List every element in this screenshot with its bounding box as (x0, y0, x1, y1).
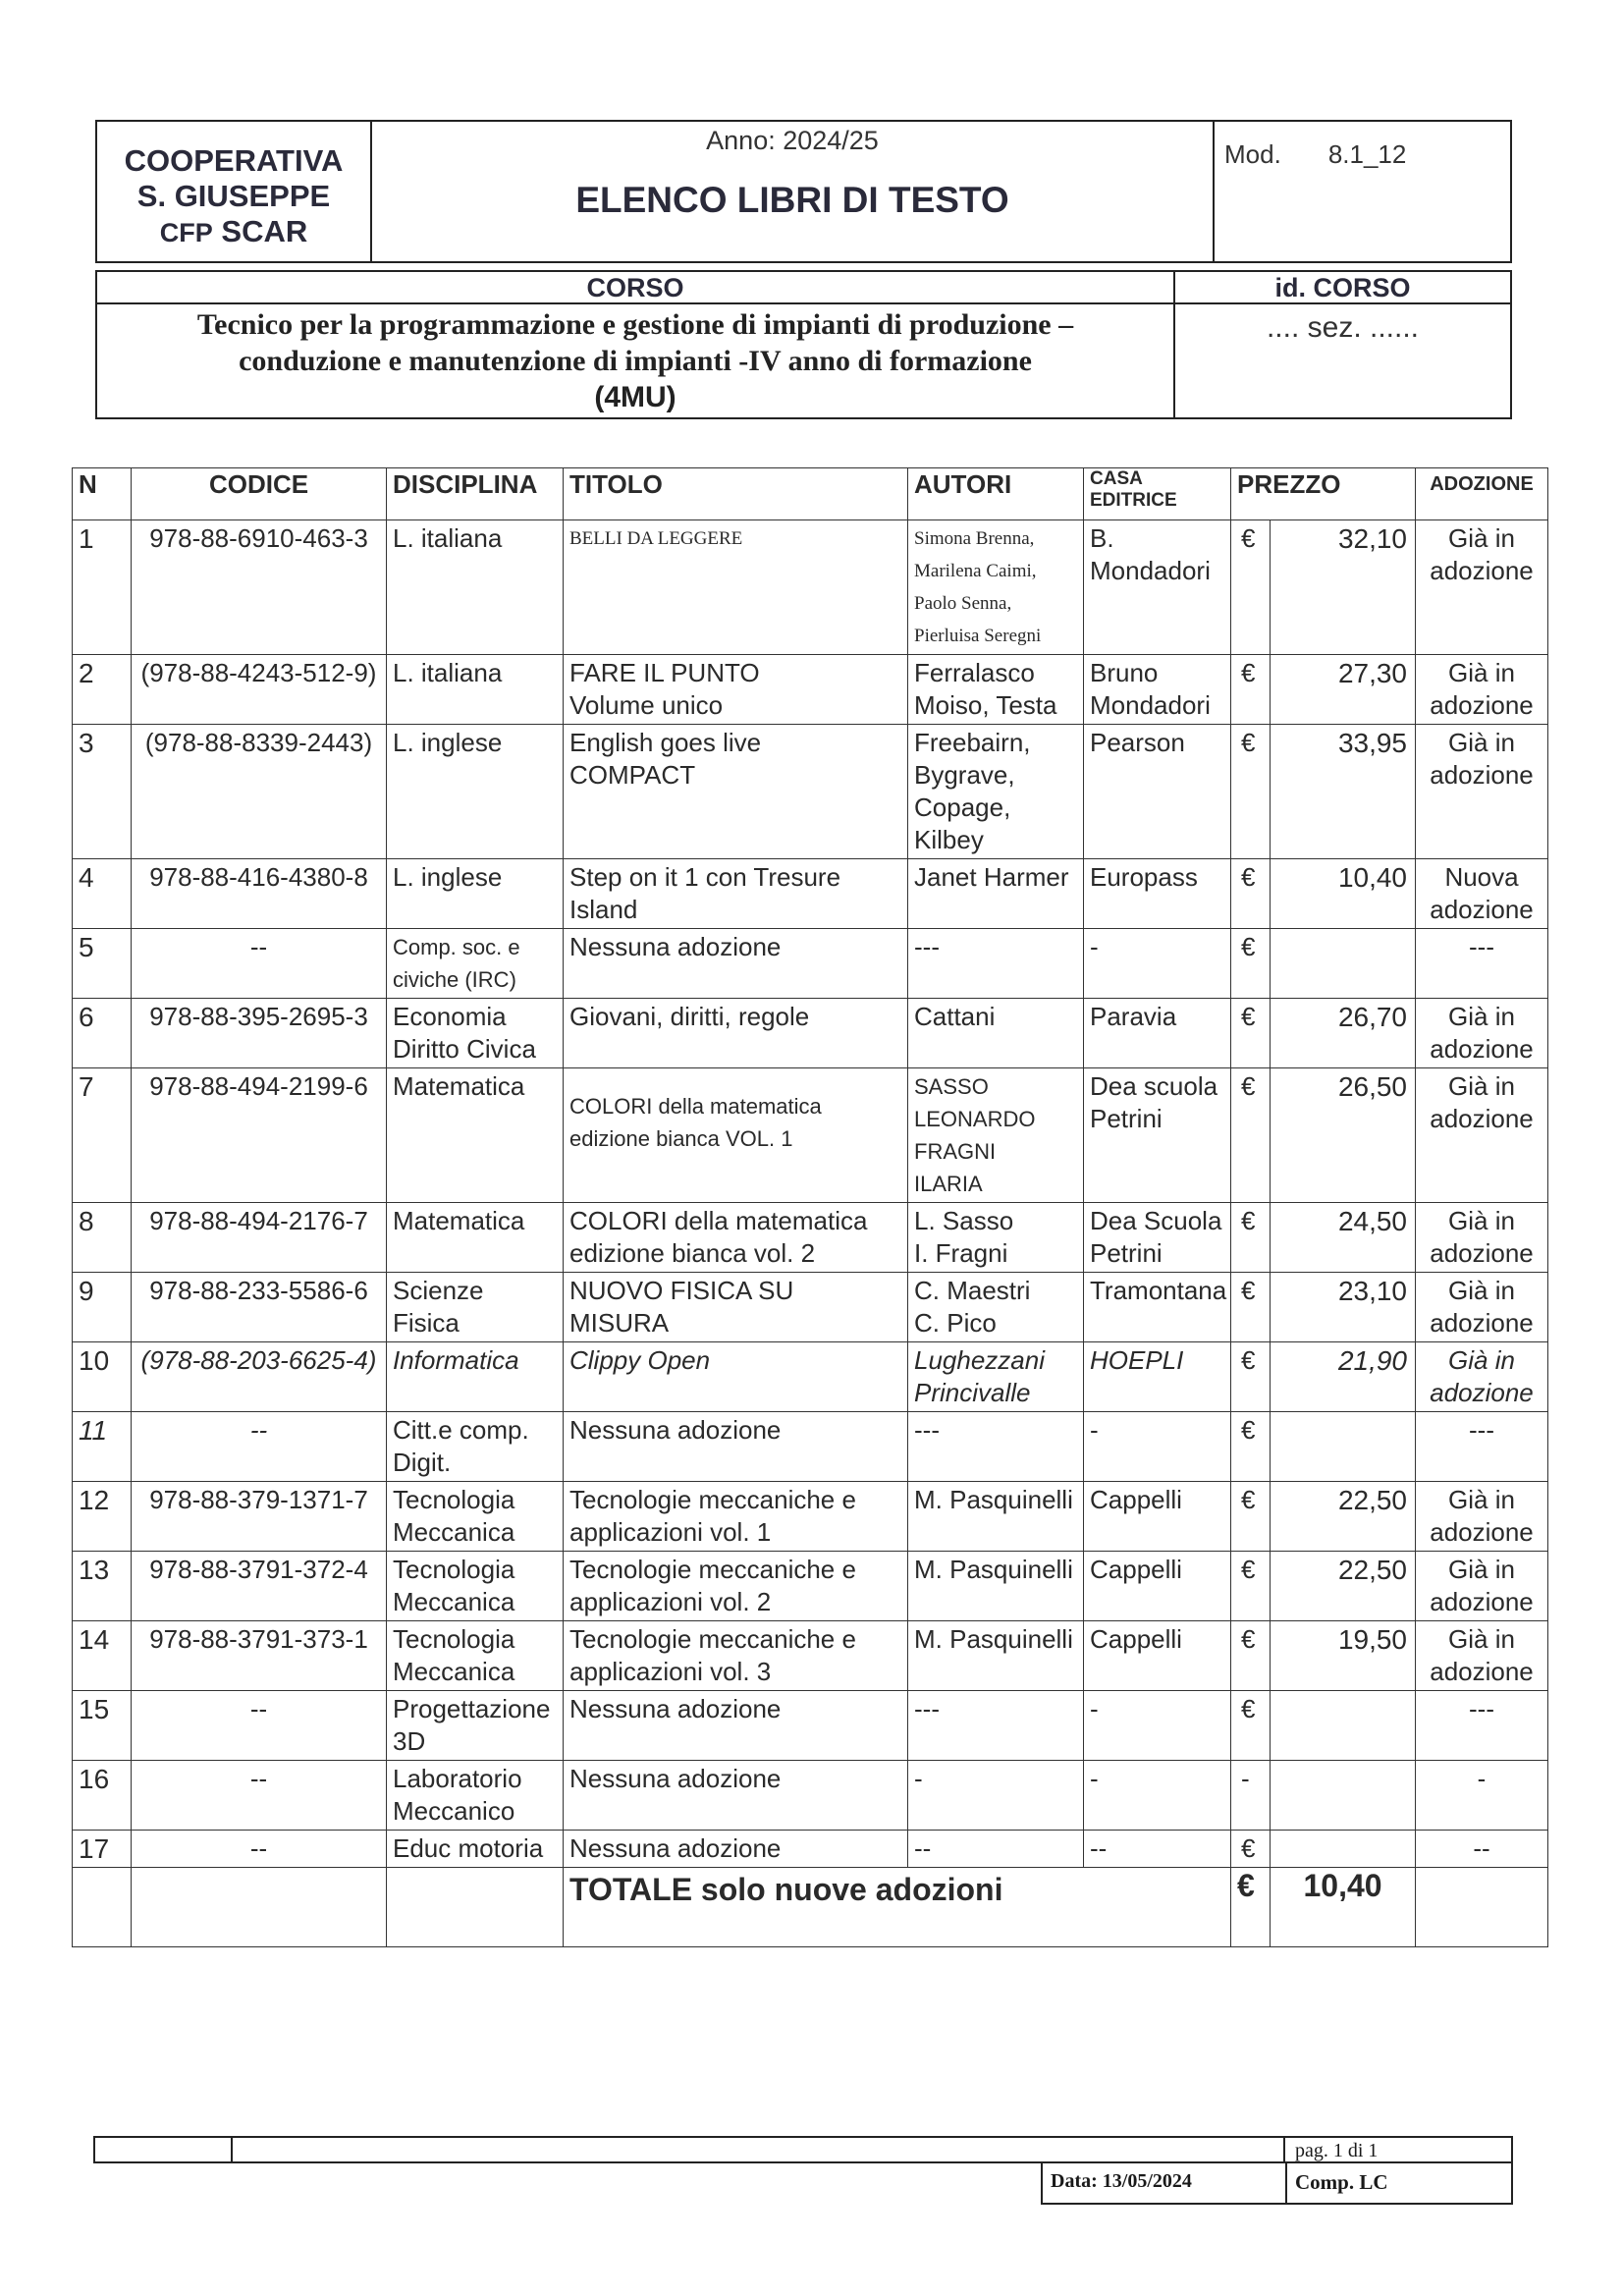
cell-disciplina: Informatica (387, 1342, 564, 1412)
table-row (73, 520, 1548, 655)
cell-autori: Freebairn, Bygrave, Copage, Kilbey (908, 725, 1084, 859)
cell-casa-editrice: Bruno Mondadori (1084, 655, 1231, 725)
cell-autori: Janet Harmer (908, 859, 1084, 929)
document-date: Data: 13/05/2024 (1051, 2170, 1192, 2192)
cell-titolo: Tecnologie meccaniche e applicazioni vol. 3 (564, 1621, 908, 1691)
cell-n: 6 (73, 999, 132, 1068)
cell-codice: (978-88-4243-512-9) (132, 655, 387, 725)
cell-titolo: COLORI della matematica edizione bianca VOL. 1 (564, 1068, 908, 1203)
cell-currency: € (1231, 1203, 1271, 1273)
cell-disciplina: L. inglese (387, 859, 564, 929)
cell-casa-editrice: - (1084, 929, 1231, 999)
cell-codice: -- (132, 929, 387, 999)
table-row (73, 655, 1548, 725)
col-header-adozione: ADOZIONE (1416, 468, 1548, 520)
cell-n: 17 (73, 1831, 132, 1868)
total-value: 10,40 (1271, 1868, 1416, 1947)
table-row (73, 1831, 1548, 1868)
cell-currency: - (1231, 1761, 1271, 1831)
course-id-label: id. CORSO (1175, 272, 1510, 304)
cell-disciplina: Tecnologia Meccanica (387, 1482, 564, 1552)
cell-adozione: Già in adozione (1416, 999, 1548, 1068)
cell-currency: € (1231, 1068, 1271, 1203)
org-name-line1: COOPERATIVA (124, 143, 344, 178)
footer-divider (231, 2138, 233, 2163)
cell-prezzo: 22,50 (1271, 1482, 1416, 1552)
cell-n: 9 (73, 1273, 132, 1342)
cell-codice: 978-88-379-1371-7 (132, 1482, 387, 1552)
cell-disciplina: Matematica (387, 1068, 564, 1203)
document-title: ELENCO LIBRI DI TESTO (575, 180, 1009, 220)
cell-disciplina: Progettazione 3D (387, 1691, 564, 1761)
cell-codice: 978-88-3791-372-4 (132, 1552, 387, 1621)
module-code: Mod. 8.1_12 (1224, 139, 1407, 169)
cell-currency: € (1231, 1342, 1271, 1412)
title-block (372, 122, 1215, 261)
cell-n: 1 (73, 520, 132, 655)
total-currency: € (1231, 1868, 1271, 1947)
cell-n: 11 (73, 1412, 132, 1482)
cell-autori: C. Maestri C. Pico (908, 1273, 1084, 1342)
cell-adozione: Nuova adozione (1416, 859, 1548, 929)
cell-currency: € (1231, 999, 1271, 1068)
cell-titolo: Nessuna adozione (564, 929, 908, 999)
cell-autori: L. Sasso I. Fragni (908, 1203, 1084, 1273)
cell-autori: M. Pasquinelli (908, 1621, 1084, 1691)
cell-disciplina: L. italiana (387, 520, 564, 655)
table-row (73, 929, 1548, 999)
cell-titolo: Step on it 1 con Tresure Island (564, 859, 908, 929)
cell-codice: 978-88-494-2199-6 (132, 1068, 387, 1203)
course-code: (4MU) (594, 381, 676, 413)
total-row (73, 1868, 1548, 1947)
cell-casa-editrice: Dea scuola Petrini (1084, 1068, 1231, 1203)
cell-codice: 978-88-3791-373-1 (132, 1621, 387, 1691)
cell-casa-editrice: Dea Scuola Petrini (1084, 1203, 1231, 1273)
table-header-row (73, 468, 1548, 520)
cell-codice: -- (132, 1691, 387, 1761)
cell-autori: SASSO LEONARDO FRAGNI ILARIA (908, 1068, 1084, 1203)
cell-currency: € (1231, 1831, 1271, 1868)
col-header-casa-editrice: CASA EDITRICE (1084, 468, 1231, 520)
cell-adozione: Già in adozione (1416, 1273, 1548, 1342)
col-header-titolo: TITOLO (564, 468, 908, 520)
cell-autori: - (908, 1761, 1084, 1831)
cell-currency: € (1231, 1273, 1271, 1342)
table-row (73, 725, 1548, 859)
cell-autori: Simona Brenna, Marilena Caimi, Paolo Senna, Pierluisa Seregni (908, 520, 1084, 655)
cell-currency: € (1231, 929, 1271, 999)
table-row (73, 1621, 1548, 1691)
cell-adozione: --- (1416, 1691, 1548, 1761)
cell-disciplina: Comp. soc. e civiche (IRC) (387, 929, 564, 999)
cell-codice: 978-88-494-2176-7 (132, 1203, 387, 1273)
compiler: Comp. LC (1295, 2170, 1388, 2194)
cell-currency: € (1231, 520, 1271, 655)
cell-adozione: Già in adozione (1416, 1203, 1548, 1273)
cell-titolo: Nessuna adozione (564, 1831, 908, 1868)
table-row (73, 1691, 1548, 1761)
cell-codice: (978-88-8339-2443) (132, 725, 387, 859)
cell-adozione: Già in adozione (1416, 1068, 1548, 1203)
cell-disciplina: Laboratorio Meccanico (387, 1761, 564, 1831)
cell-titolo: BELLI DA LEGGERE (564, 520, 908, 655)
cell-disciplina: Matematica (387, 1203, 564, 1273)
cell-prezzo: 33,95 (1271, 725, 1416, 859)
cell-casa-editrice: Pearson (1084, 725, 1231, 859)
cell-adozione: Già in adozione (1416, 1621, 1548, 1691)
cell-casa-editrice: Cappelli (1084, 1552, 1231, 1621)
cell-disciplina: Educ motoria (387, 1831, 564, 1868)
table-row (73, 1068, 1548, 1203)
cell-titolo: Nessuna adozione (564, 1691, 908, 1761)
cell-currency: € (1231, 655, 1271, 725)
cell-n: 13 (73, 1552, 132, 1621)
cell-prezzo (1271, 1691, 1416, 1761)
table-row (73, 859, 1548, 929)
table-row (73, 1412, 1548, 1482)
cell-adozione: --- (1416, 1412, 1548, 1482)
cell-codice: -- (132, 1761, 387, 1831)
course-section: .... sez. ...... (1266, 311, 1420, 344)
footer-divider (1285, 2163, 1287, 2203)
cell-casa-editrice: Cappelli (1084, 1482, 1231, 1552)
cell-casa-editrice: -- (1084, 1831, 1231, 1868)
cell-codice: 978-88-6910-463-3 (132, 520, 387, 655)
document-header (95, 120, 1512, 263)
cell-currency: € (1231, 1482, 1271, 1552)
cell-autori: Cattani (908, 999, 1084, 1068)
table-row (73, 1203, 1548, 1273)
cell-n: 15 (73, 1691, 132, 1761)
cell-titolo: NUOVO FISICA SU MISURA (564, 1273, 908, 1342)
cell-autori: --- (908, 1691, 1084, 1761)
cell-prezzo: 23,10 (1271, 1273, 1416, 1342)
cell-casa-editrice: Cappelli (1084, 1621, 1231, 1691)
cell-currency: € (1231, 859, 1271, 929)
cell-disciplina: Economia Diritto Civica (387, 999, 564, 1068)
table-row (73, 999, 1548, 1068)
cell-adozione: - (1416, 1761, 1548, 1831)
cell-currency: € (1231, 725, 1271, 859)
school-year: Anno: 2024/25 (706, 126, 879, 155)
table-row (73, 1552, 1548, 1621)
cell-casa-editrice: Paravia (1084, 999, 1231, 1068)
cell-codice: -- (132, 1831, 387, 1868)
cell-prezzo (1271, 1412, 1416, 1482)
cell-prezzo: 21,90 (1271, 1342, 1416, 1412)
cell-casa-editrice: - (1084, 1761, 1231, 1831)
col-header-prezzo: PREZZO (1231, 468, 1416, 520)
cell-codice: 978-88-416-4380-8 (132, 859, 387, 929)
cell-currency: € (1231, 1552, 1271, 1621)
cell-titolo: Clippy Open (564, 1342, 908, 1412)
cell-titolo: Tecnologie meccaniche e applicazioni vol. 1 (564, 1482, 908, 1552)
cell-adozione: Già in adozione (1416, 725, 1548, 859)
cell-titolo: Nessuna adozione (564, 1412, 908, 1482)
cell-prezzo (1271, 1761, 1416, 1831)
cell-adozione: Già in adozione (1416, 655, 1548, 725)
cell-n: 5 (73, 929, 132, 999)
cell-disciplina: Citt.e comp. Digit. (387, 1412, 564, 1482)
col-header-autori: AUTORI (908, 468, 1084, 520)
cell-adozione: Già in adozione (1416, 520, 1548, 655)
cell-autori: --- (908, 929, 1084, 999)
cell-n: 3 (73, 725, 132, 859)
cell-disciplina: L. italiana (387, 655, 564, 725)
table-row (73, 1342, 1548, 1412)
textbook-table (72, 467, 1548, 1947)
cell-disciplina: Scienze Fisica (387, 1273, 564, 1342)
cell-codice: 978-88-395-2695-3 (132, 999, 387, 1068)
course-label: CORSO (97, 272, 1173, 304)
cell-disciplina: Tecnologia Meccanica (387, 1621, 564, 1691)
cell-prezzo (1271, 1831, 1416, 1868)
cell-titolo: FARE IL PUNTO Volume unico (564, 655, 908, 725)
cell-titolo: COLORI della matematica edizione bianca vol. 2 (564, 1203, 908, 1273)
organization-block (97, 122, 372, 261)
cell-n: 4 (73, 859, 132, 929)
cell-codice: (978-88-203-6625-4) (132, 1342, 387, 1412)
cell-currency: € (1231, 1412, 1271, 1482)
cell-disciplina: L. inglese (387, 725, 564, 859)
cell-adozione: -- (1416, 1831, 1548, 1868)
org-name-line3: CFP SCAR (159, 214, 308, 248)
course-box (95, 270, 1512, 419)
col-header-n: N (73, 468, 132, 520)
cell-prezzo: 32,10 (1271, 520, 1416, 655)
cell-casa-editrice: Tramontana (1084, 1273, 1231, 1342)
col-header-codice: CODICE (132, 468, 387, 520)
cell-prezzo: 27,30 (1271, 655, 1416, 725)
cell-n: 12 (73, 1482, 132, 1552)
cell-prezzo: 19,50 (1271, 1621, 1416, 1691)
cell-adozione: --- (1416, 929, 1548, 999)
table-row (73, 1761, 1548, 1831)
cell-autori: --- (908, 1412, 1084, 1482)
cell-prezzo (1271, 929, 1416, 999)
cell-prezzo: 26,70 (1271, 999, 1416, 1068)
cell-n: 8 (73, 1203, 132, 1273)
cell-titolo: English goes live COMPACT (564, 725, 908, 859)
cell-disciplina: Tecnologia Meccanica (387, 1552, 564, 1621)
cell-prezzo: 10,40 (1271, 859, 1416, 929)
cell-adozione: Già in adozione (1416, 1342, 1548, 1412)
cell-casa-editrice: B. Mondadori (1084, 520, 1231, 655)
org-name-line2: S. GIUSEPPE (136, 179, 331, 213)
cell-n: 14 (73, 1621, 132, 1691)
cell-adozione: Già in adozione (1416, 1552, 1548, 1621)
cell-currency: € (1231, 1621, 1271, 1691)
cell-casa-editrice: - (1084, 1412, 1231, 1482)
cell-titolo: Nessuna adozione (564, 1761, 908, 1831)
cell-titolo: Tecnologie meccaniche e applicazioni vol. 2 (564, 1552, 908, 1621)
cell-casa-editrice: Europass (1084, 859, 1231, 929)
cell-n: 16 (73, 1761, 132, 1831)
cell-autori: M. Pasquinelli (908, 1482, 1084, 1552)
table-row (73, 1273, 1548, 1342)
page-number: pag. 1 di 1 (1295, 2140, 1379, 2161)
cell-autori: -- (908, 1831, 1084, 1868)
cell-prezzo: 24,50 (1271, 1203, 1416, 1273)
table-row (73, 1482, 1548, 1552)
cell-autori: Lughezzani Princivalle (908, 1342, 1084, 1412)
col-header-disciplina: DISCIPLINA (387, 468, 564, 520)
cell-prezzo: 22,50 (1271, 1552, 1416, 1621)
cell-n: 2 (73, 655, 132, 725)
cell-n: 10 (73, 1342, 132, 1412)
cell-adozione: Già in adozione (1416, 1482, 1548, 1552)
footer-info (1041, 2163, 1513, 2205)
footer-bar (93, 2136, 1513, 2163)
cell-autori: Ferralasco Moiso, Testa (908, 655, 1084, 725)
course-name: Tecnico per la programmazione e gestione di impianti di produzione – conduzione e manutenzione di impianti -IV anno di formazione (4MU) (97, 306, 1173, 415)
cell-currency: € (1231, 1691, 1271, 1761)
total-label: TOTALE solo nuove adozioni (564, 1868, 1231, 1947)
cell-autori: M. Pasquinelli (908, 1552, 1084, 1621)
cell-codice: -- (132, 1412, 387, 1482)
cell-prezzo: 26,50 (1271, 1068, 1416, 1203)
cell-codice: 978-88-233-5586-6 (132, 1273, 387, 1342)
cell-casa-editrice: - (1084, 1691, 1231, 1761)
footer-divider (1283, 2138, 1285, 2163)
cell-n: 7 (73, 1068, 132, 1203)
cell-casa-editrice: HOEPLI (1084, 1342, 1231, 1412)
cell-titolo: Giovani, diritti, regole (564, 999, 908, 1068)
